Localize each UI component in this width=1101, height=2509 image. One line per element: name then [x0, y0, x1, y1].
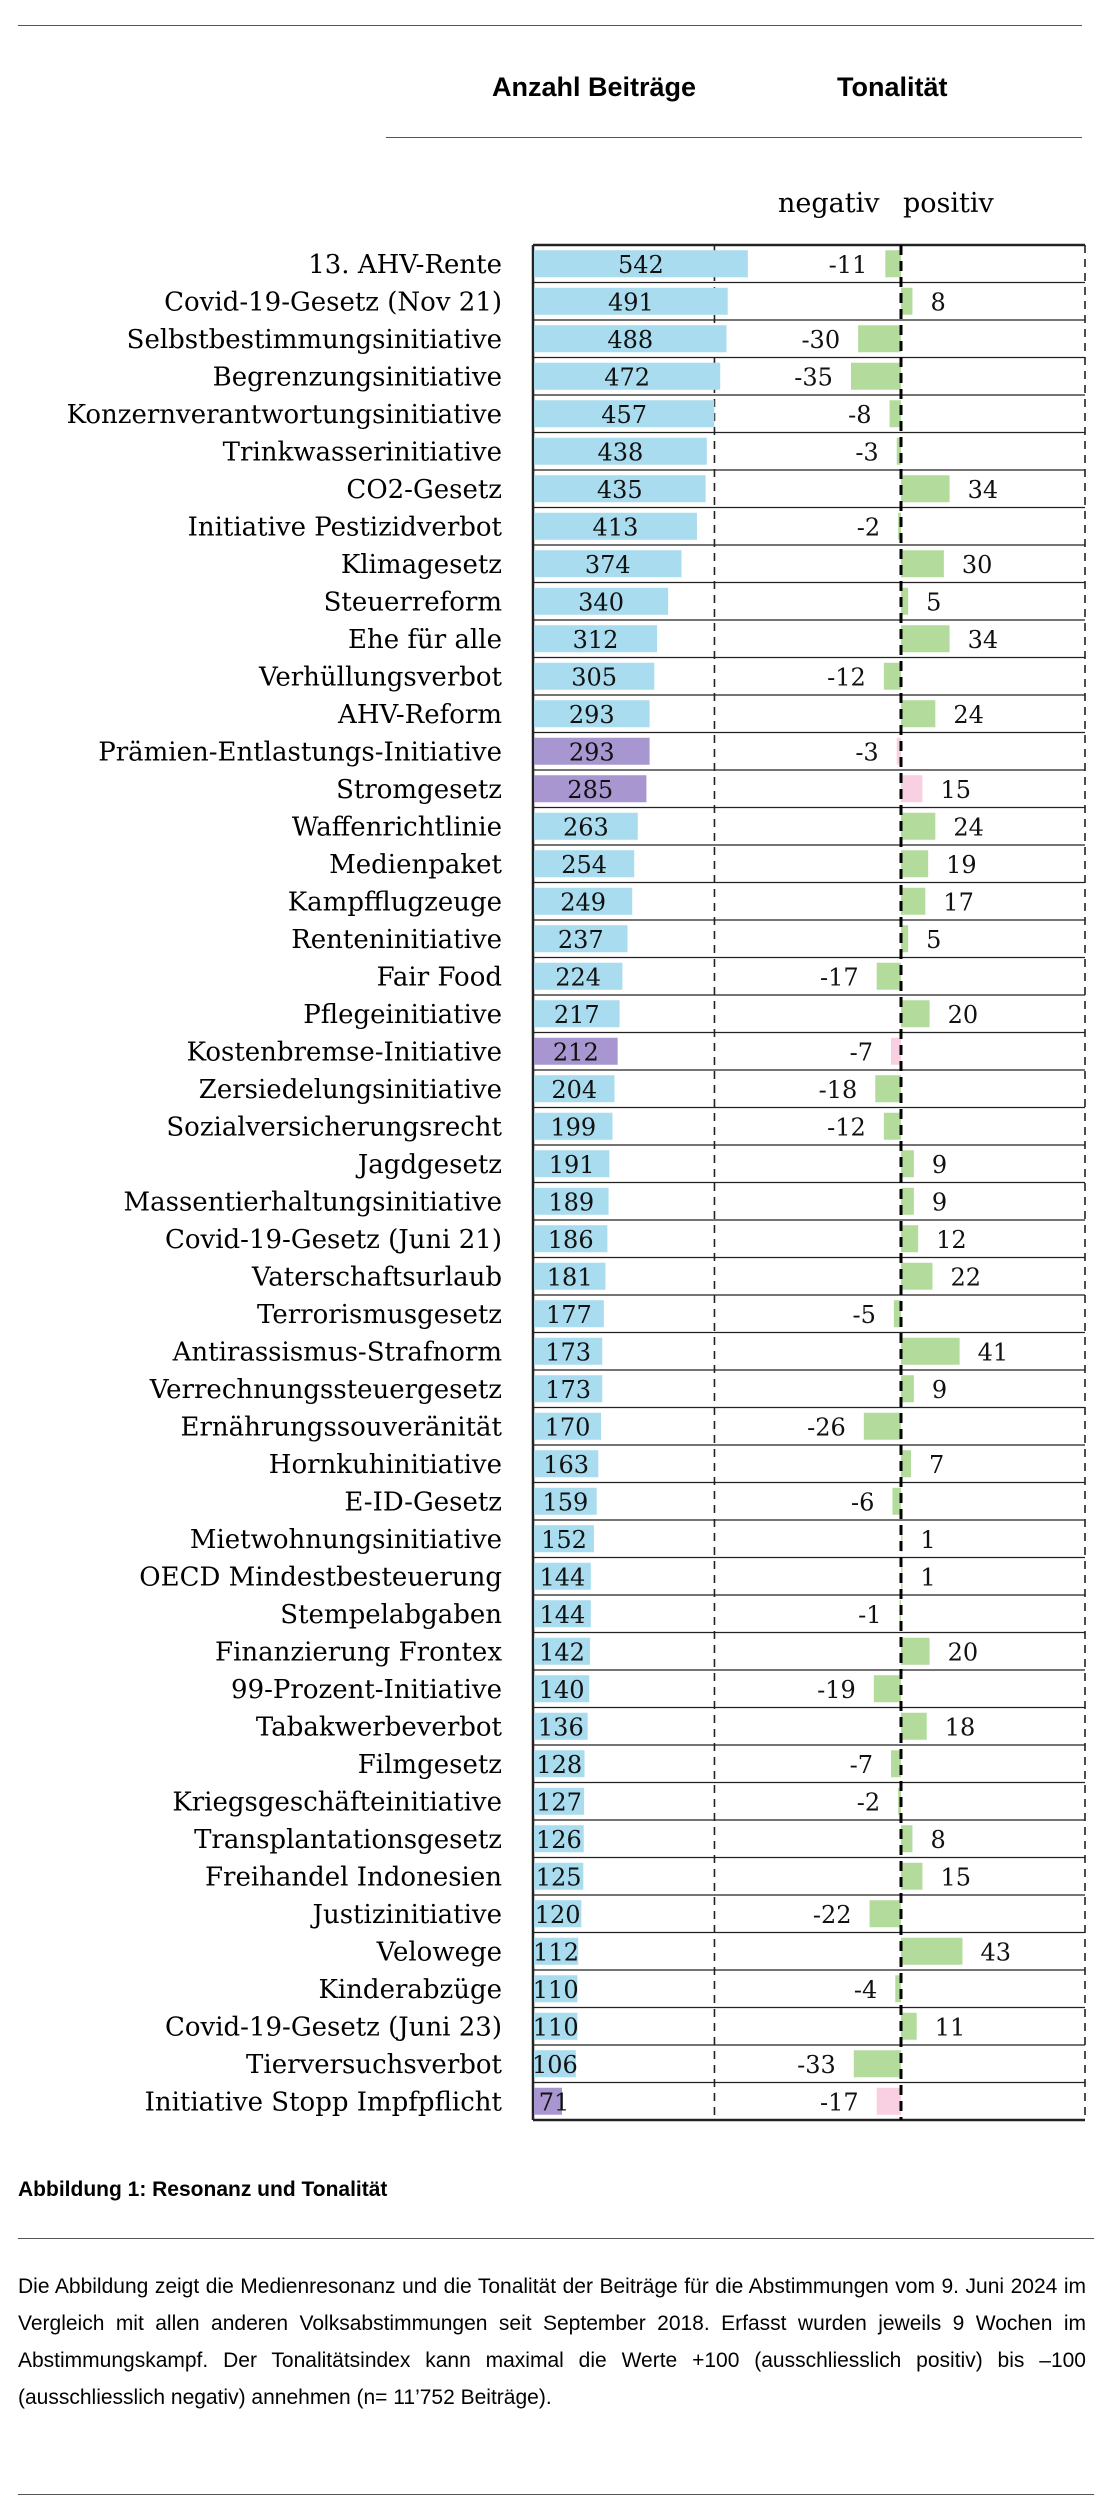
tone-bar [901, 1825, 912, 1852]
count-value-label: 293 [568, 700, 615, 729]
count-value-label: 71 [538, 2088, 570, 2117]
category-label: 13. AHV-Rente [308, 249, 502, 280]
tone-value-label: 9 [931, 1188, 948, 1217]
tone-bar [851, 363, 901, 390]
category-label: Initiative Stopp Impfpflicht [144, 2087, 502, 2118]
category-label: Ehe für alle [348, 624, 502, 655]
category-label: Filmgesetz [357, 1749, 502, 1780]
tone-bar [884, 1113, 901, 1140]
tone-value-label: -22 [812, 1900, 852, 1929]
count-value-label: 312 [572, 625, 619, 654]
tone-value-label: 20 [947, 1000, 979, 1029]
tone-bar [901, 1375, 914, 1402]
tone-value-label: -18 [818, 1075, 858, 1104]
category-label: Covid-19-Gesetz (Juni 21) [164, 1224, 502, 1255]
category-label: Medienpaket [329, 849, 502, 880]
count-value-label: 285 [567, 775, 614, 804]
count-value-label: 142 [539, 1638, 585, 1667]
count-value-label: 110 [532, 1975, 579, 2004]
category-label: Sozialversicherungsrecht [166, 1112, 502, 1143]
count-value-label: 191 [548, 1150, 595, 1179]
tone-value-label: 18 [944, 1713, 976, 1742]
tone-bar [877, 963, 901, 990]
positive-label: positiv [903, 188, 994, 219]
tone-bar [884, 663, 901, 690]
category-label: Renteninitiative [291, 924, 502, 955]
category-label: Finanzierung Frontex [215, 1637, 502, 1668]
count-value-label: 438 [597, 438, 644, 467]
tone-value-label: -6 [851, 1488, 875, 1517]
count-value-label: 127 [536, 1788, 582, 1817]
tone-value-label: 41 [977, 1338, 1009, 1367]
category-label: Covid-19-Gesetz (Nov 21) [164, 287, 502, 318]
tone-bar [901, 775, 922, 802]
count-value-label: 128 [536, 1750, 583, 1779]
tone-bar [858, 325, 901, 352]
tone-value-label: 9 [931, 1375, 948, 1404]
tone-value-label: 1 [920, 1525, 936, 1554]
category-label: CO2-Gesetz [346, 474, 502, 505]
caption-text: Die Abbildung zeigt die Medienresonanz und die Tonalität der Beiträge für die Abstimmungen vom 9. Juni 2024 im Vergleich mit allen anderen Volksabstimmungen seit September 2018. Erfasst wurden jeweils 9 Wochen im Abstimmungskampf. Der Tonalitätsindex kann maximal die Werte +100 (ausschliesslich positiv) bis –100 (ausschliesslich negativ) annehmen (n= 11’752 Beiträge). [18, 2275, 1086, 2409]
tone-value-label: -2 [856, 513, 881, 542]
tone-value-label: 12 [936, 1225, 967, 1254]
count-value-label: 224 [555, 963, 602, 992]
category-label: Justizinitiative [312, 1899, 502, 1930]
tone-value-label: -3 [855, 438, 879, 467]
tone-bar [901, 1225, 918, 1252]
tone-value-label: 34 [967, 625, 999, 654]
tone-value-label: 15 [940, 1863, 971, 1892]
tone-value-label: -12 [827, 663, 866, 692]
tone-bar [901, 625, 950, 652]
count-value-label: 472 [604, 363, 651, 392]
category-label: Tierversuchsverbot [246, 2049, 502, 2080]
category-label: Kampfflugzeuge [287, 887, 502, 918]
category-label: Velowege [376, 1937, 502, 1968]
tone-value-label: -30 [801, 325, 841, 354]
tone-bar [901, 2013, 917, 2040]
tone-bar [874, 1675, 901, 1702]
tone-value-label: -33 [797, 2050, 836, 2079]
tone-column-title: Tonalität [837, 72, 948, 102]
count-value-label: 186 [547, 1225, 594, 1254]
count-value-label: 435 [596, 475, 643, 504]
tone-bar [901, 1338, 960, 1365]
tone-value-label: 24 [953, 700, 984, 729]
category-label: OECD Mindestbesteuerung [139, 1562, 502, 1593]
tone-bar [891, 1750, 901, 1777]
tone-bar [877, 2088, 901, 2115]
count-value-label: 413 [592, 513, 639, 542]
count-value-label: 488 [607, 325, 654, 354]
count-value-label: 159 [542, 1488, 589, 1517]
count-value-label: 173 [545, 1338, 592, 1367]
category-label: Stempelabgaben [280, 1599, 502, 1630]
negative-label: negativ [778, 188, 880, 219]
tone-value-label: 7 [929, 1450, 945, 1479]
category-label: Waffenrichtlinie [291, 812, 502, 843]
category-label: Pflegeinitiative [303, 999, 502, 1030]
category-label: Fair Food [376, 962, 502, 993]
count-value-label: 173 [545, 1375, 592, 1404]
tone-value-label: 1 [920, 1563, 936, 1592]
count-value-label: 491 [607, 288, 654, 317]
tone-value-label: 19 [946, 850, 977, 879]
tone-value-label: 43 [980, 1938, 1012, 1967]
bottom-rule [18, 2494, 1094, 2495]
category-label: Mietwohnungsinitiative [189, 1524, 502, 1555]
category-label: Kostenbremse-Initiative [186, 1037, 502, 1068]
category-label: Tabakwerbeverbot [255, 1712, 502, 1743]
count-value-label: 374 [584, 550, 631, 579]
count-value-label: 199 [550, 1113, 597, 1142]
count-value-label: 110 [532, 2013, 579, 2042]
tone-bar [875, 1075, 901, 1102]
tone-value-label: -3 [855, 738, 879, 767]
count-value-label: 254 [561, 850, 608, 879]
count-value-label: 340 [578, 588, 624, 617]
count-value-label: 212 [552, 1038, 599, 1067]
tone-bar [901, 850, 928, 877]
count-value-label: 106 [532, 2050, 578, 2079]
tone-value-label: -19 [817, 1675, 856, 1704]
count-value-label: 457 [601, 400, 648, 429]
count-value-label: 217 [553, 1000, 600, 1029]
category-label: Massentierhaltungsinitiative [123, 1187, 502, 1218]
category-label: AHV-Reform [338, 699, 502, 730]
category-label: Trinkwasserinitiative [222, 437, 502, 468]
count-value-label: 293 [568, 738, 615, 767]
category-label: Freihandel Indonesien [204, 1862, 502, 1893]
tone-value-label: -26 [807, 1413, 846, 1442]
tone-bar [901, 1000, 930, 1027]
category-label: Konzernverantwortungsinitiative [66, 399, 502, 430]
tone-value-label: -7 [849, 1750, 873, 1779]
tone-value-label: 15 [940, 775, 971, 804]
category-label: Ernährungssouveränität [180, 1412, 502, 1443]
tone-bar [901, 550, 944, 577]
category-label: Initiative Pestizidverbot [187, 512, 502, 543]
category-label: Selbstbestimmungsinitiative [126, 324, 502, 355]
tone-bar [901, 1713, 927, 1740]
tone-bar [890, 400, 901, 427]
count-value-label: 163 [543, 1450, 590, 1479]
tone-value-label: 30 [961, 550, 993, 579]
count-value-label: 136 [537, 1713, 584, 1742]
count-value-label: 125 [535, 1863, 582, 1892]
tone-value-label: 24 [953, 813, 984, 842]
tone-bar [901, 813, 935, 840]
count-value-label: 542 [618, 250, 664, 279]
tone-value-label: 9 [931, 1150, 948, 1179]
tone-value-label: -17 [820, 963, 859, 992]
category-label: Hornkuhinitiative [268, 1449, 502, 1480]
tone-bar [885, 250, 901, 277]
tone-bar [864, 1413, 901, 1440]
tone-bar [901, 1450, 911, 1477]
tone-bar [901, 1188, 914, 1215]
category-label: Verhüllungsverbot [258, 662, 502, 693]
tone-value-label: 22 [950, 1263, 982, 1292]
tone-value-label: -17 [820, 2088, 859, 2117]
tone-value-label: 8 [930, 288, 946, 317]
count-value-label: 249 [560, 888, 607, 917]
category-label: Verrechnungssteuergesetz [149, 1374, 502, 1405]
count-value-label: 237 [557, 925, 604, 954]
category-label: 99-Prozent-Initiative [231, 1674, 502, 1705]
category-label: Jagdgesetz [357, 1149, 502, 1180]
category-label: Prämien-Entlastungs-Initiative [98, 737, 502, 768]
tone-bar [854, 2050, 901, 2077]
tone-value-label: -7 [849, 1038, 873, 1067]
tone-value-label: -2 [856, 1788, 881, 1817]
count-value-label: 263 [562, 813, 609, 842]
tone-value-label: -4 [853, 1975, 878, 2004]
count-value-label: 112 [533, 1938, 579, 1967]
caption-title: Abbildung 1: Resonanz und Tonalität [18, 2178, 388, 2201]
tone-bar [901, 1863, 922, 1890]
category-label: E-ID-Gesetz [344, 1487, 502, 1518]
count-value-label: 126 [535, 1825, 582, 1854]
tone-bar [901, 700, 935, 727]
tone-value-label: 5 [926, 588, 942, 617]
tone-value-label: 8 [930, 1825, 946, 1854]
category-label: Vaterschaftsurlaub [251, 1262, 502, 1293]
tone-value-label: -12 [827, 1113, 866, 1142]
tone-value-label: -1 [858, 1600, 882, 1629]
tone-value-label: 20 [947, 1638, 979, 1667]
tone-bar [891, 1038, 901, 1065]
count-column-title: Anzahl Beiträge [492, 72, 697, 102]
category-label: Antirassismus-Strafnorm [172, 1337, 502, 1368]
tone-bar [870, 1900, 901, 1927]
count-value-label: 305 [571, 663, 618, 692]
count-value-label: 144 [539, 1563, 586, 1592]
tone-value-label: 34 [967, 475, 999, 504]
category-label: Begrenzungsinitiative [212, 362, 502, 393]
count-value-label: 140 [538, 1675, 585, 1704]
tone-value-label: 5 [926, 925, 942, 954]
category-label: Zersiedelungsinitiative [198, 1074, 502, 1105]
count-value-label: 152 [541, 1525, 587, 1554]
category-label: Kinderabzüge [318, 1974, 502, 2005]
count-value-label: 189 [548, 1188, 595, 1217]
category-label: Klimagesetz [340, 549, 502, 580]
tone-bar [901, 1938, 962, 1965]
category-label: Transplantationsgesetz [194, 1824, 502, 1855]
tone-bar [901, 1638, 930, 1665]
tone-value-label: 17 [943, 888, 974, 917]
tone-bar [901, 1150, 914, 1177]
tone-bar [901, 475, 950, 502]
count-value-label: 177 [546, 1300, 592, 1329]
tone-value-label: 11 [934, 2013, 966, 2042]
count-value-label: 204 [551, 1075, 598, 1104]
category-label: Stromgesetz [336, 774, 502, 805]
category-label: Covid-19-Gesetz (Juni 23) [164, 2012, 502, 2043]
caption-rule [18, 2238, 1094, 2239]
tone-bar [901, 288, 912, 315]
tone-bar [901, 1263, 932, 1290]
count-value-label: 144 [539, 1600, 586, 1629]
tone-value-label: -8 [848, 400, 872, 429]
tone-value-label: -35 [794, 363, 833, 392]
count-value-label: 120 [534, 1900, 581, 1929]
count-value-label: 181 [546, 1263, 593, 1292]
tone-value-label: -5 [852, 1300, 876, 1329]
count-value-label: 170 [544, 1413, 591, 1442]
category-label: Kriegsgeschäfteinitiative [172, 1787, 502, 1818]
tone-value-label: -11 [828, 250, 868, 279]
tone-bar [901, 888, 925, 915]
category-label: Steuerreform [323, 587, 502, 618]
category-label: Terrorismusgesetz [257, 1299, 502, 1330]
